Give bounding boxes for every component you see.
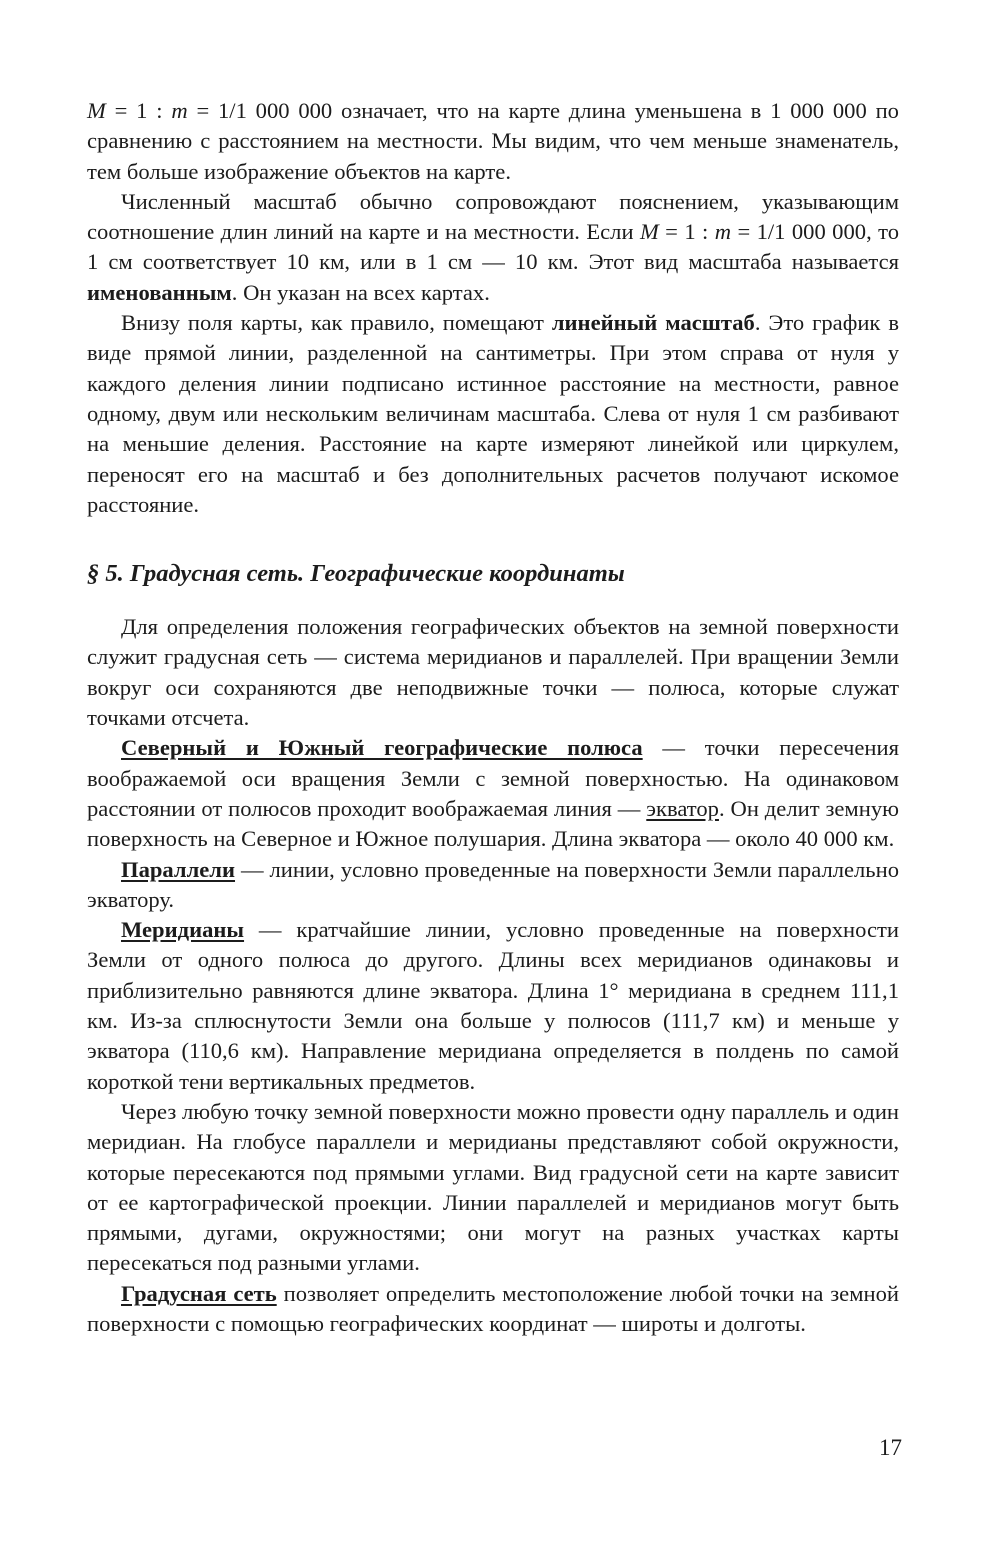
paragraph-text: — кратчайшие линии, условно проведенные на поверхности Земли от одного полюса до другого. Длины всех меридианов одинаковы и приблизительно равняются длине экватора. Длина 1° меридиана в среднем 111,1 км. Из-за сплюснутости Земли она больше у полюсов (111,7 км) и меньше у экватора (110,6 км). Направление меридиана определяется в полдень по самой короткой тени вертикальных предметов. xyxy=(87,917,899,1094)
page-number: 17 xyxy=(879,1435,902,1460)
paragraph-text: , то 1 см соответствует 10 км, или в 1 см — 10 км. Этот вид масштаба называется xyxy=(87,219,900,275)
paragraph-text: . Он делит земную поверхность на Северное и Южное полушария. Длина экватора — около 40 000 км. xyxy=(87,795,899,852)
formula-text: = 1/1 000 000 xyxy=(187,98,333,123)
bold-term: именованным xyxy=(87,279,232,305)
paragraph-text: Численный масштаб обычно сопровождают пояснением, указывающим соотношение длин линий на карте и на местности. Если xyxy=(87,188,899,245)
formula-text: = 1/1 000 000 xyxy=(731,219,867,245)
book-page xyxy=(87,96,899,1339)
formula-variable: m xyxy=(714,219,732,245)
paragraph-poles xyxy=(87,733,899,854)
paragraph-text: означает, что на карте длина уменьшена в 1 000 000 по сравнению с расстоянием на местности. Мы видим, что чем меньше знаменатель, тем больше изображение объектов на карте. xyxy=(87,98,899,184)
paragraph-meridians xyxy=(87,915,899,1097)
underlined-term: Градусная сеть xyxy=(121,1280,277,1306)
paragraph-text: — линии, условно проведенные на поверхности Земли параллельно экватору. xyxy=(87,856,899,912)
bold-term: линейный масштаб xyxy=(551,310,755,336)
paragraph-text: . Он указан на всех картах. xyxy=(231,279,490,305)
paragraph-text: . Это график в виде прямой линии, разделенной на сантиметры. При этом справа от нуля у каждого деления линии подписано истинное расстояние на местности, равное одному, двум или нескольким величинам масштаба. Слева от нуля 1 см разбивают на меньшие деления. Расстояние на карте измеряют линейкой или циркулем, переносят его на масштаб и без дополнительных расчетов получают искомое расстояние. xyxy=(87,310,899,517)
underlined-term: Меридианы xyxy=(121,917,245,943)
paragraph-scale-meaning xyxy=(87,96,899,187)
formula-text: = 1 : xyxy=(658,219,715,245)
underlined-term: экватор xyxy=(646,795,719,821)
underlined-term: Параллели xyxy=(121,856,236,882)
formula-variable: m xyxy=(171,98,188,123)
paragraph-named-scale xyxy=(87,187,899,308)
paragraph-text: — точки пересечения воображаемой оси вращения Земли с земной поверхностью. На одинаковом расстоянии от полюсов проходит воображаемая линия — xyxy=(87,735,899,821)
paragraph-text: позволяет определить местоположение любой точки на земной поверхности с помощью географических координат — широты и долготы. xyxy=(87,1280,899,1336)
formula-variable: M xyxy=(639,219,659,245)
formula-variable: M xyxy=(87,98,106,123)
paragraph-parallels xyxy=(87,855,899,916)
paragraph-intersection: Через любую точку земной поверхности можно провести одну параллель и один меридиан. На глобусе параллели и меридианы представляют собой окружности, которые пересекаются под прямыми углами. Вид градусной сети на карте зависит от ее картографической проекции. Линии параллелей и меридианов могут быть прямыми, дугами, окружностями; они могут на разных участках карты пересекаться под разными углами. xyxy=(87,1098,899,1276)
paragraph-text: Внизу поля карты, как правило, помещают xyxy=(121,310,552,336)
underlined-term: Северный и Южный географические полюса xyxy=(121,735,643,761)
formula-text: = 1 : xyxy=(105,98,172,123)
paragraph-coordinates xyxy=(87,1279,899,1340)
paragraph-linear-scale xyxy=(87,308,899,520)
paragraph-degree-grid: Для определения положения географических объектов на земной поверхности служит градусная сеть — система меридианов и параллелей. При вращении Земли вокруг оси сохраняются две неподвижные точки — полюса, которые служат точками отсчета. xyxy=(87,614,899,731)
section-title: § 5. Градусная сеть. Географические координаты xyxy=(87,560,625,588)
